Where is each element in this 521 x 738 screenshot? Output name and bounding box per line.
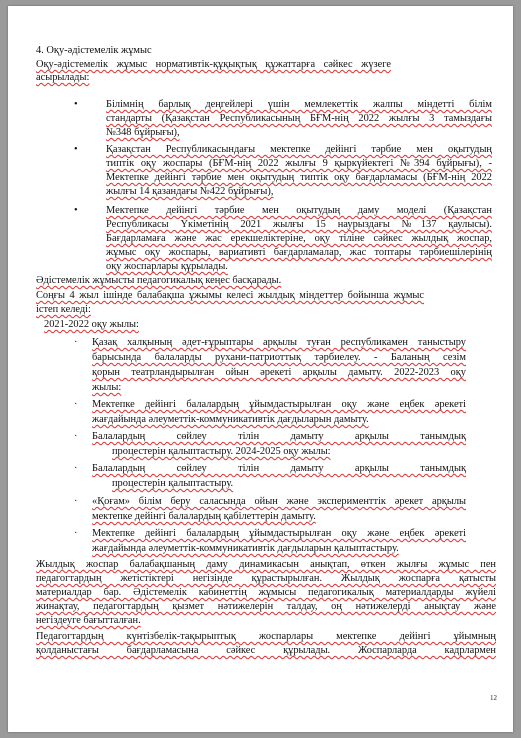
task-1-line-1: Қазақ халқының әдет-ғұрыптары арқылы туған республикамен таныстыру bbox=[92, 337, 466, 348]
doc-2-line-3: Мектепке дейінгі тәрбие мен оқытудың типтік оқу бағдарламасы (БҒМ-нің 2022 bbox=[106, 172, 492, 183]
bullet-icon: · bbox=[74, 463, 78, 474]
doc-1-line-3: №348 бұйрығы), bbox=[106, 127, 180, 138]
bullet-icon: · bbox=[74, 337, 78, 348]
period-line-1: Соңғы 4 жыл ішінде балабақша ұжымы келесі жылдық міндеттер бойынша жұмыс bbox=[36, 290, 424, 301]
plan-line-3: материалдар бар. Әдістемелік кабинеттің жұмысы педагогикалық материалдарды жүйелі bbox=[36, 587, 496, 598]
doc-2-line-2: типтік оқу жоспары (БҒМ-нің 2022 жылғы 9 қыркүйектегі №394 бұйрығы), - bbox=[106, 158, 492, 169]
task-5-line-2: мектепке дейінгі балалардың қабілеттерін дамыту. bbox=[92, 511, 316, 522]
bullet-icon: • bbox=[74, 144, 78, 155]
page-number: 12 bbox=[490, 694, 497, 702]
plan-line-2: педагогтардың жетістіктері негізінде құрастырылған. Жылдық жоспарға қатысты bbox=[36, 573, 496, 584]
document-page bbox=[8, 6, 513, 732]
year-label: 2021-2022 оқу жылы: bbox=[44, 319, 139, 330]
intro-line-2: асырылады: bbox=[36, 72, 90, 83]
bullet-icon: · bbox=[74, 496, 78, 507]
task-1-line-2: барысында балаларды рухани-патриоттық тәрбиелеу. - Баланың сезім bbox=[92, 352, 466, 363]
plan-line-4: жинақтау, педагогтардың қызмет нәтижелерін талдау, оң нәтижелерді анықтау және bbox=[36, 601, 496, 612]
final-line-1: Педагогтардың күнтізбелік-тақырыптық жоспарлары мектепке дейінгі ұйымның bbox=[36, 631, 496, 642]
doc-1-line-1: Білімнің барлық деңгейлері үшін мемлекеттік жалпы міндетті білім bbox=[106, 99, 492, 110]
doc-2-line-4: жылғы 14 қазандағы №422 бұйрығы), bbox=[106, 186, 274, 197]
task-1-line-3: қорын театрландырылған ойын әрекеті арқылы дамыту. 2022-2023 оқу bbox=[92, 367, 466, 378]
task-1-line-4: жылы: bbox=[92, 382, 122, 393]
bullet-icon: · bbox=[74, 528, 78, 539]
doc-2-line-1: Қазақстан Республикасындағы мектепке дейінгі тәрбие мен оқытудың bbox=[106, 144, 492, 155]
bullet-icon: · bbox=[74, 431, 78, 442]
doc-3-line-3: Бағдарламаға және жас ерекшеліктеріне, оқу тіліне сәйкес жылдық жоспар, bbox=[106, 233, 492, 244]
bullet-icon: • bbox=[74, 99, 78, 110]
final-line-2: қолданыстағы бағдарламасына сәйкес құрылады. Жоспарларда кадрлармен bbox=[36, 645, 496, 656]
task-6-line-1: Мектепке дейінгі балалардың ұйымдастырылған оқу және еңбек әрекеті bbox=[92, 528, 466, 539]
doc-1-line-2: стандарты (Қазақстан Республикасының БҒМ-нің 2022 жылғы 3 тамыздағы bbox=[106, 113, 492, 124]
plan-line-5: негіздеуге бағытталған. bbox=[36, 615, 141, 626]
period-line-2: істеп келеді: bbox=[36, 304, 91, 315]
doc-3-line-1: Мектепке дейінгі тәрбие мен оқытудың даму моделі (Қазақстан bbox=[106, 205, 492, 216]
bullet-icon: · bbox=[74, 399, 78, 410]
doc-3-line-5: оқу жоспарлары құрылады. bbox=[106, 261, 228, 272]
task-2-line-1: Мектепке дейінгі балалардың ұйымдастырылған оқу және еңбек әрекеті bbox=[92, 399, 466, 410]
doc-3-line-4: жұмыс оқу жоспары, вариативті бағдарламалар, жас топтары тәрбиешілерінің bbox=[106, 247, 492, 258]
task-3-line-1: Балалардың сөйлеу тілін дамыту арқылы танымдық bbox=[92, 431, 466, 442]
bullet-icon: • bbox=[74, 205, 78, 216]
section-heading: 4. Оқу-әдістемелік жұмыс bbox=[36, 45, 152, 56]
task-3-line-2: процестерін қалыптастыру. 2024-2025 оқу жылы: bbox=[112, 446, 331, 457]
task-2-line-2: жағдайында әлеуметтік-коммуникативтік дағдыларын дамыту. bbox=[92, 414, 369, 425]
task-5-line-1: «Қоғам» білім беру саласында ойын және эксперименттік әрекет арқылы bbox=[92, 496, 466, 507]
task-6-line-2: жағдайында әлеуметтік-коммуникативтік дағдыларын қалыптастыру. bbox=[92, 543, 399, 554]
task-4-line-2: процестерін қалыптастыру. bbox=[112, 478, 234, 489]
intro-line-1: Оқу-әдістемелік жұмыс нормативтік-құқықтық құжаттарға сәйкес жүзеге bbox=[36, 59, 391, 70]
task-4-line-1: Балалардың сөйлеу тілін дамыту арқылы танымдық bbox=[92, 463, 466, 474]
council-line: Әдістемелік жұмысты педагогикалық кеңес басқарады. bbox=[36, 275, 282, 286]
plan-line-1: Жылдық жоспар балабақшаның даму динамикасын анықтап, өткен жылғы жұмыс пен bbox=[36, 559, 496, 570]
doc-3-line-2: Республикасы Үкіметінің 2021 жылғы 15 наурыздағы №137 қаулысы). bbox=[106, 219, 492, 230]
